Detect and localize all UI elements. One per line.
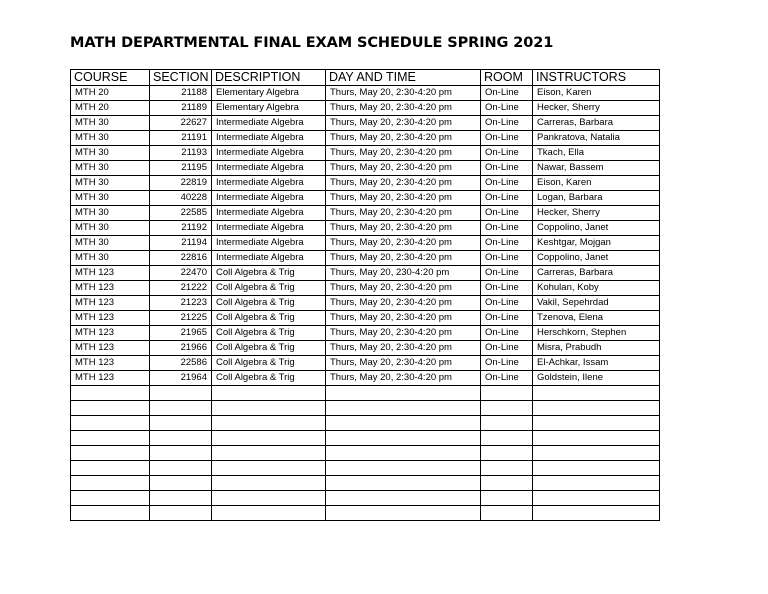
- empty-cell: [481, 446, 533, 461]
- description-cell: Intermediate Algebra: [212, 146, 326, 161]
- section-cell: 21189: [150, 101, 212, 116]
- empty-cell: [150, 386, 212, 401]
- empty-cell: [212, 401, 326, 416]
- description-cell: Intermediate Algebra: [212, 161, 326, 176]
- room-cell: On-Line: [481, 86, 533, 101]
- course-cell: MTH 30: [71, 161, 150, 176]
- empty-cell: [71, 476, 150, 491]
- section-cell: 21223: [150, 296, 212, 311]
- day-time-cell: Thurs, May 20, 2:30-4:20 pm: [326, 311, 481, 326]
- description-cell: Coll Algebra & Trig: [212, 341, 326, 356]
- instructor-cell: Eison, Karen: [533, 176, 660, 191]
- day-time-cell: Thurs, May 20, 2:30-4:20 pm: [326, 326, 481, 341]
- table-row: [71, 326, 660, 341]
- exam-schedule-table: [70, 69, 660, 521]
- table-row: [71, 311, 660, 326]
- table-row: [71, 341, 660, 356]
- description-cell: Coll Algebra & Trig: [212, 371, 326, 386]
- course-cell: MTH 30: [71, 221, 150, 236]
- section-cell: 21222: [150, 281, 212, 296]
- instructor-cell: Vakil, Sepehrdad: [533, 296, 660, 311]
- empty-cell: [481, 476, 533, 491]
- course-cell: MTH 123: [71, 371, 150, 386]
- instructor-cell: Coppolino, Janet: [533, 251, 660, 266]
- room-cell: On-Line: [481, 176, 533, 191]
- day-time-cell: Thurs, May 20, 2:30-4:20 pm: [326, 146, 481, 161]
- empty-cell: [481, 491, 533, 506]
- empty-cell: [212, 431, 326, 446]
- empty-cell: [533, 461, 660, 476]
- description-cell: Elementary Algebra: [212, 86, 326, 101]
- empty-cell: [212, 476, 326, 491]
- empty-cell: [71, 386, 150, 401]
- description-cell: Intermediate Algebra: [212, 191, 326, 206]
- day-time-cell: Thurs, May 20, 2:30-4:20 pm: [326, 356, 481, 371]
- empty-cell: [150, 461, 212, 476]
- instructor-cell: Logan, Barbara: [533, 191, 660, 206]
- course-cell: MTH 123: [71, 281, 150, 296]
- course-cell: MTH 123: [71, 326, 150, 341]
- section-cell: 21965: [150, 326, 212, 341]
- empty-cell: [533, 386, 660, 401]
- course-cell: MTH 20: [71, 86, 150, 101]
- empty-cell: [150, 446, 212, 461]
- day-time-cell: Thurs, May 20, 2:30-4:20 pm: [326, 101, 481, 116]
- empty-table-row: [71, 506, 660, 521]
- course-cell: MTH 30: [71, 146, 150, 161]
- room-cell: On-Line: [481, 101, 533, 116]
- instructor-cell: Goldstein, Ilene: [533, 371, 660, 386]
- table-row: [71, 86, 660, 101]
- day-time-cell: Thurs, May 20, 2:30-4:20 pm: [326, 191, 481, 206]
- description-cell: Intermediate Algebra: [212, 206, 326, 221]
- course-cell: MTH 123: [71, 311, 150, 326]
- instructor-cell: Eison, Karen: [533, 86, 660, 101]
- empty-table-row: [71, 431, 660, 446]
- description-cell: Coll Algebra & Trig: [212, 281, 326, 296]
- instructor-cell: Carreras, Barbara: [533, 116, 660, 131]
- empty-cell: [533, 416, 660, 431]
- instructor-cell: Coppolino, Janet: [533, 221, 660, 236]
- section-cell: 21964: [150, 371, 212, 386]
- empty-cell: [150, 431, 212, 446]
- instructor-cell: Herschkorn, Stephen: [533, 326, 660, 341]
- section-cell: 22585: [150, 206, 212, 221]
- course-cell: MTH 123: [71, 356, 150, 371]
- room-cell: On-Line: [481, 371, 533, 386]
- instructor-cell: Tkach, Ella: [533, 146, 660, 161]
- room-cell: On-Line: [481, 221, 533, 236]
- section-cell: 21194: [150, 236, 212, 251]
- table-row: [71, 161, 660, 176]
- description-cell: Coll Algebra & Trig: [212, 296, 326, 311]
- schedule-body: [71, 86, 660, 521]
- course-cell: MTH 20: [71, 101, 150, 116]
- empty-cell: [71, 431, 150, 446]
- description-cell: Intermediate Algebra: [212, 221, 326, 236]
- empty-cell: [150, 476, 212, 491]
- empty-cell: [150, 401, 212, 416]
- empty-cell: [533, 506, 660, 521]
- description-cell: Intermediate Algebra: [212, 236, 326, 251]
- section-cell: 21193: [150, 146, 212, 161]
- table-row: [71, 176, 660, 191]
- description-cell: Coll Algebra & Trig: [212, 326, 326, 341]
- table-row: [71, 146, 660, 161]
- instructor-cell: Tzenova, Elena: [533, 311, 660, 326]
- room-cell: On-Line: [481, 191, 533, 206]
- day-time-cell: Thurs, May 20, 2:30-4:20 pm: [326, 86, 481, 101]
- description-cell: Elementary Algebra: [212, 101, 326, 116]
- section-cell: 22816: [150, 251, 212, 266]
- empty-table-row: [71, 461, 660, 476]
- instructor-cell: Pankratova, Natalia: [533, 131, 660, 146]
- day-time-cell: Thurs, May 20, 2:30-4:20 pm: [326, 161, 481, 176]
- table-row: [71, 266, 660, 281]
- empty-cell: [150, 506, 212, 521]
- header-row: [71, 70, 660, 86]
- empty-cell: [481, 431, 533, 446]
- table-row: [71, 236, 660, 251]
- table-row: [71, 206, 660, 221]
- empty-cell: [533, 476, 660, 491]
- table-row: [71, 356, 660, 371]
- day-time-cell: Thurs, May 20, 2:30-4:20 pm: [326, 296, 481, 311]
- description-cell: Intermediate Algebra: [212, 131, 326, 146]
- day-time-cell: Thurs, May 20, 2:30-4:20 pm: [326, 371, 481, 386]
- instructor-cell: Hecker, Sherry: [533, 101, 660, 116]
- room-cell: On-Line: [481, 146, 533, 161]
- empty-cell: [212, 416, 326, 431]
- room-cell: On-Line: [481, 281, 533, 296]
- empty-cell: [326, 446, 481, 461]
- instructor-cell: Carreras, Barbara: [533, 266, 660, 281]
- description-cell: Coll Algebra & Trig: [212, 266, 326, 281]
- room-cell: On-Line: [481, 326, 533, 341]
- empty-cell: [481, 506, 533, 521]
- course-cell: MTH 123: [71, 296, 150, 311]
- empty-cell: [533, 446, 660, 461]
- empty-cell: [326, 506, 481, 521]
- empty-cell: [326, 401, 481, 416]
- section-cell: 40228: [150, 191, 212, 206]
- course-cell: MTH 30: [71, 251, 150, 266]
- empty-cell: [71, 416, 150, 431]
- table-row: [71, 101, 660, 116]
- instructor-cell: Kohulan, Koby: [533, 281, 660, 296]
- empty-cell: [481, 416, 533, 431]
- section-cell: 21225: [150, 311, 212, 326]
- day-time-cell: Thurs, May 20, 2:30-4:20 pm: [326, 206, 481, 221]
- room-cell: On-Line: [481, 341, 533, 356]
- table-row: [71, 221, 660, 236]
- section-cell: 21192: [150, 221, 212, 236]
- empty-cell: [212, 446, 326, 461]
- empty-cell: [150, 416, 212, 431]
- empty-cell: [71, 401, 150, 416]
- header-section: SECTION: [150, 70, 212, 86]
- section-cell: 22470: [150, 266, 212, 281]
- empty-cell: [326, 416, 481, 431]
- room-cell: On-Line: [481, 236, 533, 251]
- header-course: COURSE: [71, 70, 150, 86]
- day-time-cell: Thurs, May 20, 2:30-4:20 pm: [326, 131, 481, 146]
- table-row: [71, 371, 660, 386]
- empty-cell: [326, 386, 481, 401]
- table-row: [71, 116, 660, 131]
- empty-table-row: [71, 386, 660, 401]
- course-cell: MTH 123: [71, 266, 150, 281]
- day-time-cell: Thurs, May 20, 230-4:20 pm: [326, 266, 481, 281]
- section-cell: 21191: [150, 131, 212, 146]
- room-cell: On-Line: [481, 131, 533, 146]
- header-day-and-time: DAY AND TIME: [326, 70, 481, 86]
- header-description: DESCRIPTION: [212, 70, 326, 86]
- empty-cell: [212, 461, 326, 476]
- room-cell: On-Line: [481, 311, 533, 326]
- room-cell: On-Line: [481, 206, 533, 221]
- empty-cell: [326, 476, 481, 491]
- day-time-cell: Thurs, May 20, 2:30-4:20 pm: [326, 221, 481, 236]
- empty-cell: [326, 491, 481, 506]
- empty-cell: [71, 506, 150, 521]
- day-time-cell: Thurs, May 20, 2:30-4:20 pm: [326, 341, 481, 356]
- description-cell: Intermediate Algebra: [212, 176, 326, 191]
- day-time-cell: Thurs, May 20, 2:30-4:20 pm: [326, 281, 481, 296]
- empty-cell: [212, 506, 326, 521]
- empty-cell: [71, 461, 150, 476]
- empty-cell: [326, 431, 481, 446]
- room-cell: On-Line: [481, 161, 533, 176]
- course-cell: MTH 30: [71, 191, 150, 206]
- day-time-cell: Thurs, May 20, 2:30-4:20 pm: [326, 236, 481, 251]
- instructor-cell: Nawar, Bassem: [533, 161, 660, 176]
- header-room: ROOM: [481, 70, 533, 86]
- day-time-cell: Thurs, May 20, 2:30-4:20 pm: [326, 176, 481, 191]
- empty-cell: [533, 401, 660, 416]
- day-time-cell: Thurs, May 20, 2:30-4:20 pm: [326, 116, 481, 131]
- table-row: [71, 296, 660, 311]
- description-cell: Coll Algebra & Trig: [212, 311, 326, 326]
- course-cell: MTH 30: [71, 131, 150, 146]
- empty-table-row: [71, 446, 660, 461]
- description-cell: Intermediate Algebra: [212, 116, 326, 131]
- empty-cell: [481, 386, 533, 401]
- instructor-cell: Keshtgar, Mojgan: [533, 236, 660, 251]
- empty-cell: [533, 431, 660, 446]
- empty-table-row: [71, 401, 660, 416]
- table-row: [71, 131, 660, 146]
- header-instructors: INSTRUCTORS: [533, 70, 660, 86]
- empty-table-row: [71, 491, 660, 506]
- empty-table-row: [71, 416, 660, 431]
- room-cell: On-Line: [481, 116, 533, 131]
- instructor-cell: Hecker, Sherry: [533, 206, 660, 221]
- section-cell: 22819: [150, 176, 212, 191]
- room-cell: On-Line: [481, 251, 533, 266]
- section-cell: 21188: [150, 86, 212, 101]
- empty-cell: [212, 491, 326, 506]
- section-cell: 21966: [150, 341, 212, 356]
- empty-cell: [481, 401, 533, 416]
- table-row: [71, 191, 660, 206]
- room-cell: On-Line: [481, 356, 533, 371]
- day-time-cell: Thurs, May 20, 2:30-4:20 pm: [326, 251, 481, 266]
- section-cell: 22627: [150, 116, 212, 131]
- instructor-cell: Misra, Prabudh: [533, 341, 660, 356]
- table-row: [71, 251, 660, 266]
- room-cell: On-Line: [481, 296, 533, 311]
- section-cell: 22586: [150, 356, 212, 371]
- course-cell: MTH 30: [71, 116, 150, 131]
- empty-cell: [150, 491, 212, 506]
- empty-cell: [533, 491, 660, 506]
- empty-cell: [481, 461, 533, 476]
- room-cell: On-Line: [481, 266, 533, 281]
- instructor-cell: El-Achkar, Issam: [533, 356, 660, 371]
- empty-cell: [212, 386, 326, 401]
- course-cell: MTH 30: [71, 206, 150, 221]
- empty-cell: [71, 446, 150, 461]
- course-cell: MTH 30: [71, 236, 150, 251]
- course-cell: MTH 123: [71, 341, 150, 356]
- description-cell: Intermediate Algebra: [212, 251, 326, 266]
- empty-table-row: [71, 476, 660, 491]
- table-row: [71, 281, 660, 296]
- empty-cell: [71, 491, 150, 506]
- description-cell: Coll Algebra & Trig: [212, 356, 326, 371]
- section-cell: 21195: [150, 161, 212, 176]
- course-cell: MTH 30: [71, 176, 150, 191]
- page-title: MATH DEPARTMENTAL FINAL EXAM SCHEDULE SPRING 2021: [70, 35, 554, 51]
- empty-cell: [326, 461, 481, 476]
